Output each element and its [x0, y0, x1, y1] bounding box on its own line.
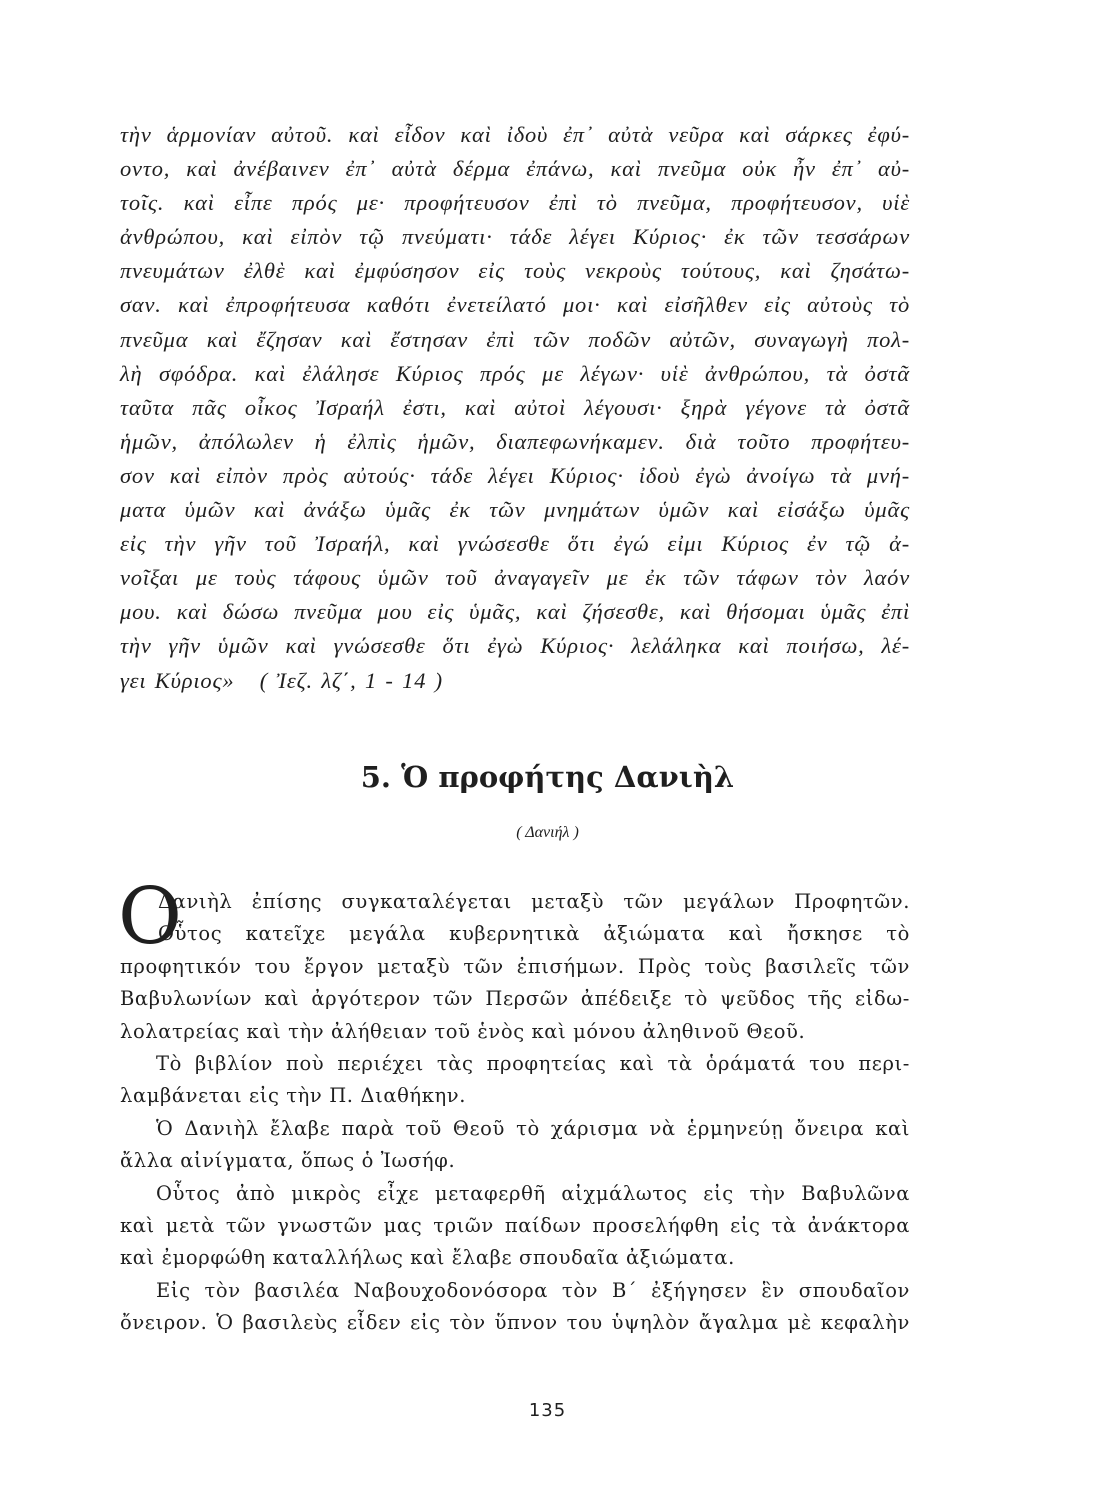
quote-line: τοῖς. καὶ εἶπε πρός με· προφήτευσον ἐπὶ τὸ πνεῦμα, προφήτευσον, υἱὲ	[120, 190, 910, 216]
section-subheading: ( Δανιήλ )	[516, 824, 579, 841]
drop-cap: Ο	[118, 872, 182, 962]
body-line: Οὗτος κατεῖχε μεγάλα κυβερνητικὰ ἀξιώματα καὶ ἤσκησε τὸ	[158, 922, 910, 946]
quote-line: μου. καὶ δώσω πνεῦμα μου εἰς ὑμᾶς, καὶ ζήσεσθε, καὶ θήσομαι ὑμᾶς ἐπὶ	[120, 599, 910, 625]
quote-line: πνεῦμα καὶ ἔζησαν καὶ ἔστησαν ἐπὶ τῶν ποδῶν αὐτῶν, συναγωγὴ πολ-	[120, 326, 910, 352]
body-line: ἄλλα αἰνίγματα, ὅπως ὁ Ἰωσήφ.	[120, 1149, 456, 1173]
section-heading: 5. Ὁ προφήτης Δανιὴλ	[360, 760, 735, 794]
body-line: ὄνειρον. Ὁ βασιλεὺς εἶδεν εἰς τὸν ὕπνον του ὑψηλὸν ἄγαλμα μὲ κεφαλὴν	[120, 1311, 910, 1335]
body-line: προφητικόν του ἔργον μεταξὺ τῶν ἐπισήμων. Πρὸς τοὺς βασιλεῖς τῶν	[120, 954, 910, 978]
page-number: 135	[528, 1400, 567, 1421]
quote-line: εἰς τὴν γῆν τοῦ Ἰσραήλ, καὶ γνώσεσθε ὅτι ἐγώ εἰμι Κύριος ἐν τῷ ἀ-	[120, 531, 910, 557]
quote-line: ἀνθρώπου, καὶ εἰπὸν τῷ πνεύματι· τάδε λέγει Κύριος· ἐκ τῶν τεσσάρων	[120, 224, 910, 250]
quote-line: τὴν ἁρμονίαν αὐτοῦ. καὶ εἶδον καὶ ἰδοὺ ἐπ᾽ αὐτὰ νεῦρα καὶ σάρκες ἐφύ-	[120, 122, 910, 147]
body-line: λολατρείας καὶ τὴν ἀλήθειαν τοῦ ἑνὸς καὶ μόνου ἀληθινοῦ Θεοῦ.	[120, 1019, 806, 1043]
body-line: λαμβάνεται εἰς τὴν Π. Διαθήκην.	[120, 1084, 467, 1108]
section-body	[120, 886, 910, 1339]
quote-line: σαν. καὶ ἐπροφήτευσα καθότι ἐνετείλατό μοι· καὶ εἰσῆλθεν εἰς αὐτοὺς τὸ	[120, 292, 910, 318]
quote-line: γει Κύριος»	[120, 667, 235, 693]
quote-line: ματα ὑμῶν καὶ ἀνάξω ὑμᾶς ἐκ τῶν μνημάτων ὑμῶν καὶ εἰσάξω ὑμᾶς	[120, 497, 910, 523]
quote-line: σον καὶ εἰπὸν πρὸς αὐτούς· τάδε λέγει Κύριος· ἰδοὺ ἐγὼ ἀνοίγω τὰ μνή-	[120, 462, 910, 488]
scripture-quote	[120, 118, 910, 698]
quote-last-line	[120, 664, 910, 698]
quote-line: νοῖξαι με τοὺς τάφους ὑμῶν τοῦ ἀναγαγεῖν με ἐκ τῶν τάφων τὸν λαόν	[120, 565, 910, 591]
body-line: καὶ ἐμορφώθη καταλλήλως καὶ ἔλαβε σπουδαῖα ἀξιώματα.	[120, 1246, 735, 1270]
body-line: καὶ μετὰ τῶν γνωστῶν μας τριῶν παίδων προσελήφθη εἰς τὰ ἀνάκτορα	[120, 1213, 910, 1237]
body-line: Δανιὴλ ἐπίσης συγκαταλέγεται μεταξὺ τῶν μεγάλων Προφητῶν.	[158, 890, 910, 913]
body-line: Εἰς τὸν βασιλέα Ναβουχοδονόσορα τὸν Β΄ ἐξήγησεν ἓν σπουδαῖον	[156, 1278, 910, 1302]
body-line: Οὗτος ἀπὸ μικρὸς εἶχε μεταφερθῆ αἰχμάλωτος εἰς τὴν Βαβυλῶνα	[156, 1181, 910, 1205]
quote-line: πνευμάτων ἐλθὲ καὶ ἐμφύσησον εἰς τοὺς νεκροὺς τούτους, καὶ ζησάτω-	[120, 258, 910, 284]
body-line: Βαβυλωνίων καὶ ἀργότερον τῶν Περσῶν ἀπέδειξε τὸ ψεῦδος τῆς εἰδω-	[120, 987, 910, 1011]
body-line: Τὸ βιβλίον ποὺ περιέχει τὰς προφητείας καὶ τὰ ὁράματά του περι-	[156, 1051, 910, 1075]
quote-line: λὴ σφόδρα. καὶ ἐλάλησε Κύριος πρός με λέγων· υἱὲ ἀνθρώπου, τὰ ὀστᾶ	[120, 360, 910, 386]
body-line: Ὁ Δανιὴλ ἔλαβε παρὰ τοῦ Θεοῦ τὸ χάρισμα νὰ ἑρμηνεύῃ ὄνειρα καὶ	[156, 1116, 910, 1140]
quote-line: τὴν γῆν ὑμῶν καὶ γνώσεσθε ὅτι ἐγὼ Κύριος· λελάληκα καὶ ποιήσω, λέ-	[120, 633, 910, 659]
quote-line: οντο, καὶ ἀνέβαινεν ἐπ᾽ αὐτὰ δέρμα ἐπάνω, καὶ πνεῦμα οὐκ ἦν ἐπ᾽ αὐ-	[120, 156, 910, 182]
quote-line: ἡμῶν, ἀπόλωλεν ἡ ἐλπὶς ἡμῶν, διαπεφωνήκαμεν. διὰ τοῦτο προφήτευ-	[120, 428, 910, 454]
quote-citation: ( Ἰεζ. λζ΄, 1 - 14 )	[259, 667, 443, 693]
quote-line: ταῦτα πᾶς οἶκος Ἰσραήλ ἐστι, καὶ αὐτοὶ λέγουσι· ξηρὰ γέγονε τὰ ὀστᾶ	[120, 394, 910, 420]
